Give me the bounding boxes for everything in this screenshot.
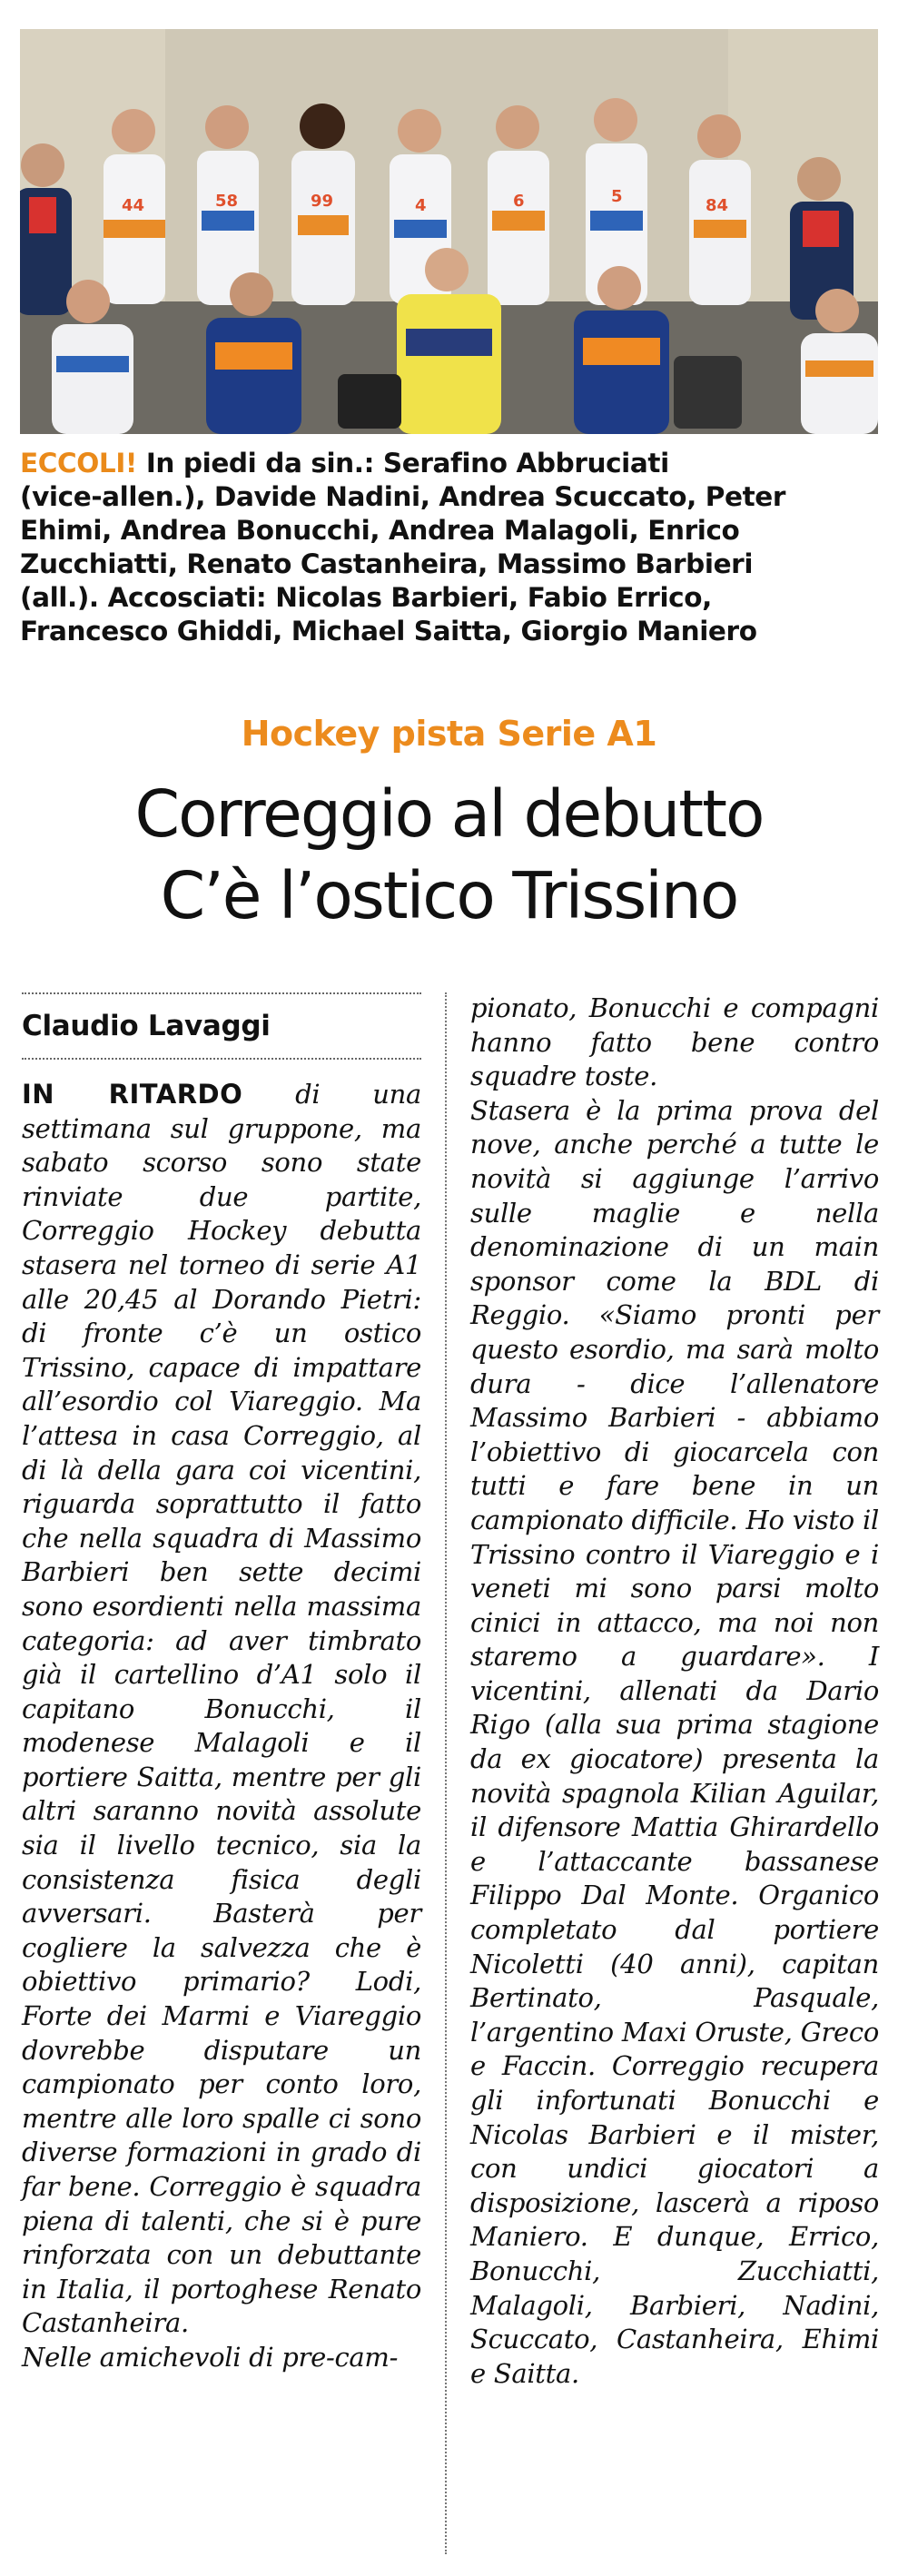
jersey-number: 4 (415, 196, 427, 215)
article-column-right (470, 992, 879, 2391)
caption-line: (vice-allen.), Davide Nadini, Andrea Scuccato, Peter (20, 481, 786, 512)
jersey-number: 5 (611, 187, 623, 206)
section-label: Hockey pista Serie A1 (241, 714, 657, 754)
caption-line: Ehimi, Andrea Bonucchi, Andrea Malagoli, Enrico (20, 515, 740, 546)
byline-bottom-rule (22, 1058, 421, 1060)
headline (0, 774, 898, 937)
photo-caption (20, 447, 883, 648)
jersey-number: 58 (215, 192, 239, 211)
article-paragraph: Stasera è la prima prova del nove, anche perché a tutte le novità si aggiunge l’arrivo sulle maglie e nella denominazione di un main sponsor come la BDL di Reggio. «Siamo pronti per questo esordio, ma sarà molto dura - dice l’allenatore Massimo Barbieri - abbiamo l’obiettivo di giocarcela con tutti e fare bene in un campionato difficile. Ho visto il Trissino contro il Viareggio e i veneti mi sono parsi molto cinici in attacco, ma noi non staremo a guardare». I vicentini, allenati da Dario Rigo (alla sua prima stagione da ex giocatore) presenta la novità spagnola Kilian Aguilar, il difensore Mattia Ghirardello e l’attaccante bassanese Filippo Dal Monte. Organico completato dal portiere Nicoletti (40 anni), capitan Bertinato, Pasquale, l’argentino Maxi Oruste, Greco e Faccin. Correggio recupera gli infortunati Bonucchi e Nicolas Barbieri e il mister, con undici giocatori a disposizione, lascerà a riposo Maniero. E dunque, Errico, Bonucchi, Zucchiatti, Malagoli, Barbieri, Nadini, Scuccato, Castanheira, Ehimi e Saitta. (470, 1094, 879, 2389)
article-column-left (22, 1078, 421, 2375)
caption-line: Zucchiatti, Renato Castanheira, Massimo Barbieri (20, 548, 754, 579)
jersey-number: 44 (122, 196, 145, 215)
byline-top-rule (22, 992, 421, 994)
caption-line: (all.). Accosciati: Nicolas Barbieri, Fabio Errico, (20, 582, 712, 613)
article-paragraph: Nelle amichevoli di pre-cam- (22, 2341, 399, 2373)
byline: Claudio Lavaggi (22, 1010, 271, 1042)
headline-line: C’è l’ostico Trissino (160, 858, 738, 933)
article-paragraph (22, 1078, 421, 2341)
jersey-number: 6 (513, 192, 525, 211)
team-photo-illustration (20, 29, 878, 434)
article-paragraph-text: di una settimana sul gruppone, ma sabato scorso sono state rinviate due partite, Correggio Hockey debutta stasera nel torneo di serie A1 alle 20,45 al Dorando Pietri: di fronte c’è un ostico Trissino, capace di impattare all’esordio col Viareggio. Ma l’attesa in casa Correggio, al di là della gara coi vicentini, riguarda soprattutto il fatto che nella squadra di Massimo Barbieri ben sette decimi sono esordienti nella massima categoria: ad aver timbrato già il cartellino d’A1 solo il capitano Bonucchi, il modenese Malagoli e il portiere Saitta, mentre per gli altri saranno novità assolute sia il livello tecnico, sia la consistenza fisica degli avversari. Basterà per cogliere la salvezza che è obiettivo primario? Lodi, Forte dei Marmi e Viareggio dovrebbe disputare un campionato per conto loro, mentre alle loro spalle ci sono diverse formazioni in grado di far bene. Correggio è squadra piena di talenti, che si è pure rinforzata con un debuttante in Italia, il portoghese Renato Castanheira. (22, 1079, 421, 2339)
caption-line: Francesco Ghiddi, Michael Saitta, Giorgio Maniero (20, 616, 757, 646)
jersey-number: 99 (311, 192, 334, 211)
article-paragraph: pionato, Bonucchi e compagni hanno fatto bene contro squadre toste. (470, 992, 879, 1092)
headline-line: Correggio al debutto (134, 776, 764, 852)
team-photo (20, 29, 878, 434)
caption-line-text: In piedi da sin.: Serafino Abbruciati (136, 448, 669, 479)
column-divider (445, 992, 447, 2554)
caption-kicker: ECCOLI! (20, 448, 137, 479)
article-lead: IN RITARDO (22, 1079, 243, 1110)
jersey-number: 84 (706, 196, 729, 215)
caption-line (20, 447, 883, 480)
